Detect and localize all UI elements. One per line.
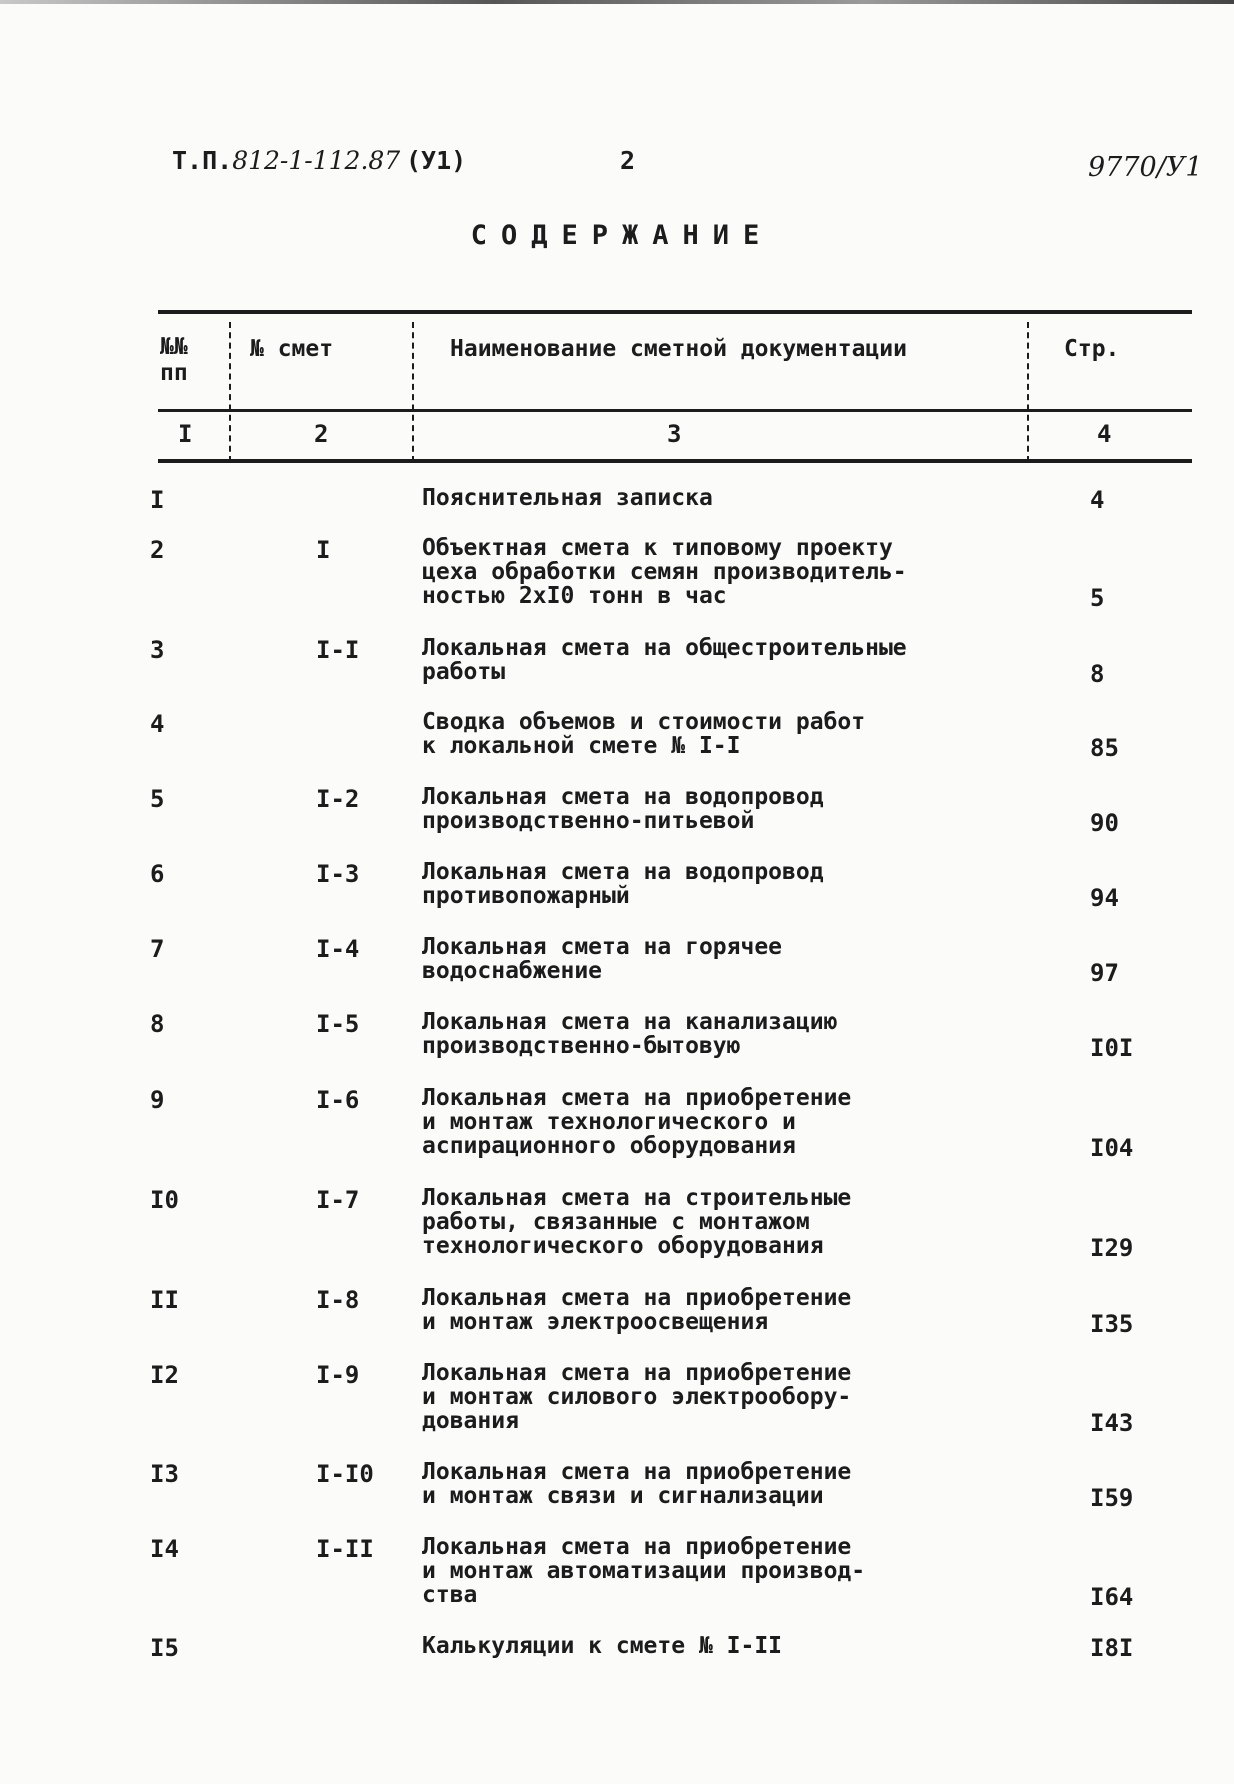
column-number: 4 [1097,420,1112,448]
page-number: 2 [620,146,636,175]
archive-number: 9770/У1 [1088,152,1203,183]
column-header-page: Стр. [1064,336,1120,362]
estimate-title: Локальная смета на приобретение и монтаж электроосвещения [422,1285,852,1335]
page-ref: I04 [1090,1134,1134,1162]
table-row [0,860,1234,912]
table-row [0,710,1234,762]
page-ref: I29 [1090,1234,1134,1262]
page-ref: 85 [1090,734,1119,762]
estimate-number: I-4 [316,935,360,963]
row-number: 5 [150,785,165,813]
estimate-number: I-9 [316,1361,360,1389]
page-ref: I8I [1090,1634,1134,1662]
table-row [0,1286,1234,1338]
estimate-title: Объектная смета к типовому проекту цеха обработки семян производитель- ностью 2хI0 тонн в час [422,535,907,609]
page-ref: 94 [1090,884,1119,912]
column-number: I [178,420,193,448]
page-ref: 5 [1090,584,1105,612]
project-code-handwritten: 812-1-112.87 [232,146,401,175]
page-ref: I35 [1090,1310,1134,1338]
row-number: I3 [150,1460,179,1488]
estimate-number: I-3 [316,860,360,888]
table-row [0,1460,1234,1512]
column-header-estimate: № смет [250,336,334,362]
page-ref: I0I [1090,1034,1134,1062]
page-ref: I59 [1090,1484,1134,1512]
page-ref: 90 [1090,809,1119,837]
estimate-number: I-II [316,1535,374,1563]
estimate-title: Локальная смета на канализацию производственно-бытовую [422,1009,838,1059]
scan-edge-line [0,0,1234,4]
estimate-number: I-6 [316,1086,360,1114]
estimate-number: I [316,536,331,564]
table-row [0,1186,1234,1262]
column-header-name: Наименование сметной документации [450,336,907,362]
variant-label: (У1) [406,146,467,175]
project-code-prefix: Т.П. [172,146,233,175]
estimate-title: Локальная смета на приобретение и монтаж силового электрообору- дования [422,1360,852,1434]
estimate-title: Локальная смета на общестроительные работы [422,635,907,685]
row-number: 2 [150,536,165,564]
table-row [0,785,1234,837]
table-top-rule [158,310,1192,314]
estimate-title: Пояснительная записка [422,485,713,511]
estimate-title: Локальная смета на горячее водоснабжение [422,934,783,984]
page-ref: 4 [1090,486,1105,514]
page-ref: I64 [1090,1583,1134,1611]
row-number: I5 [150,1634,179,1662]
row-number: 8 [150,1010,165,1038]
table-row [0,1086,1234,1162]
row-number: 9 [150,1086,165,1114]
column-divider [1027,322,1029,462]
column-divider [412,322,414,462]
table-row [0,1535,1234,1611]
estimate-title: Сводка объемов и стоимости работ к локальной смете № I-I [422,709,866,759]
page-ref: 8 [1090,660,1105,688]
estimate-title: Локальная смета на приобретение и монтаж автоматизации производ- ства [422,1534,866,1608]
column-number: 2 [314,420,329,448]
row-number: 6 [150,860,165,888]
table-numbers-rule [158,459,1192,463]
table-header-rule [158,409,1192,412]
estimate-title: Локальная смета на строительные работы, связанные с монтажом технологического оборудования [422,1185,852,1259]
row-number: 3 [150,636,165,664]
table-row [0,636,1234,688]
row-number: 4 [150,710,165,738]
estimate-number: I-2 [316,785,360,813]
table-row [0,1010,1234,1062]
row-number: I2 [150,1361,179,1389]
estimate-title: Локальная смета на водопровод противопожарный [422,859,824,909]
project-code [172,146,400,175]
row-number: I4 [150,1535,179,1563]
row-number: 7 [150,935,165,963]
estimate-title: Локальная смета на водопровод производственно-питьевой [422,784,824,834]
column-number: 3 [667,420,682,448]
page-ref: 97 [1090,959,1119,987]
estimate-number: I-I0 [316,1460,374,1488]
table-row [0,1634,1234,1662]
column-divider [229,322,231,462]
row-number: I [150,486,165,514]
row-number: II [150,1286,179,1314]
table-row [0,536,1234,612]
estimate-number: I-5 [316,1010,360,1038]
table-row [0,1361,1234,1437]
table-row [0,935,1234,987]
estimate-title: Локальная смета на приобретение и монтаж технологического и аспирационного оборудования [422,1085,852,1159]
estimate-number: I-8 [316,1286,360,1314]
page-title: СОДЕРЖАНИЕ [470,220,774,251]
estimate-number: I-7 [316,1186,360,1214]
table-row [0,486,1234,514]
page-ref: I43 [1090,1409,1134,1437]
estimate-title: Локальная смета на приобретение и монтаж связи и сигнализации [422,1459,852,1509]
column-header-no: №№ пп [160,334,188,386]
estimate-number: I-I [316,636,360,664]
estimate-title: Калькуляции к смете № I-II [422,1633,783,1659]
row-number: I0 [150,1186,179,1214]
